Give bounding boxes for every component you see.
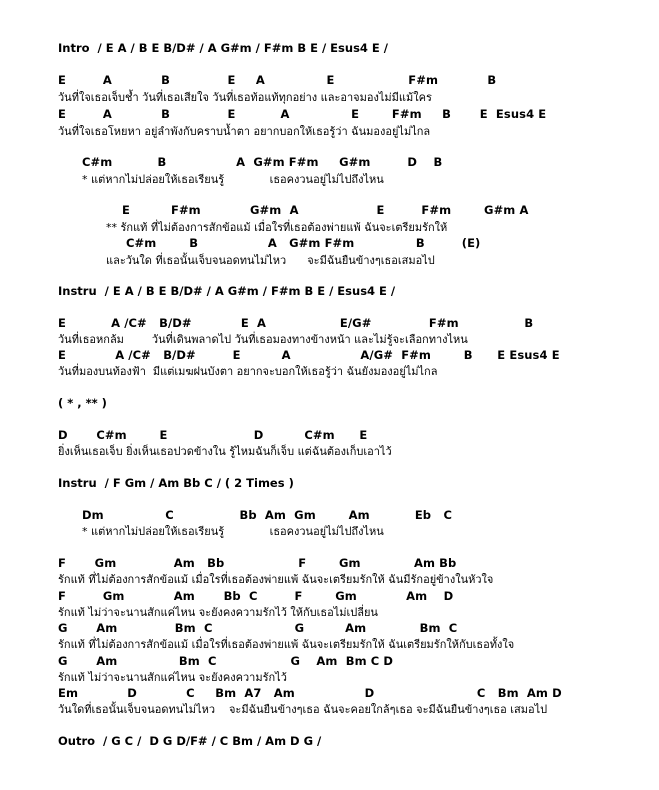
lyric-line: วันที่เธอหกล้ม วันที่เดินพลาดไป วันที่เธอมองทางข้างหน้า และไม่รู้จะเลือกทางไหน	[58, 333, 468, 346]
section-heading: Intro / E A / B E B/D# / A G#m / F#m B E / Esus4 E /	[58, 41, 388, 55]
chord-line: F Gm Am Bb C F Gm Am D	[58, 589, 454, 603]
lyric-line: รักแท้ ไม่ว่าจะนานสักแค่ไหน จะยังคงความรักไว้	[58, 671, 287, 684]
lyric-line: วันใดที่เธอนั้นเจ็บจนอดทนไม่ไหว จะมีฉันยืนข้างๆเธอ ฉันจะคอยใกล้ๆเธอ จะมีฉันยืนข้างๆเธอ เสมอไป	[58, 703, 548, 716]
lyric-line: วันที่ใจเธอเจ็บช้ำ วันที่เธอเสียใจ วันที่เธอท้อแท้ทุกอย่าง และอาจมองไม่มีแม้ใคร	[58, 91, 432, 104]
section-heading: Outro / G C / D G D/F# / C Bm / Am D G /	[58, 734, 322, 748]
section-heading: Instru / F Gm / Am Bb C / ( 2 Times )	[58, 476, 294, 490]
lyric-line: รักแท้ ที่ไม่ต้องการสักข้อแม้ เมื่อใรที่เธอต้องพ่ายแพ้ ฉันจะเตรียมรักให้ ฉันมีรักอยู่ข้างในหัวใจ	[58, 573, 494, 586]
lyric-line: วันที่มองบนท้องฟ้า มีแต่เมฆฝนบังตา อยากจะบอกให้เธอรู้ว่า ฉันยังมองอยู่ไม่ไกล	[58, 365, 438, 378]
lyric-line: * แต่หากไม่ปล่อยให้เธอเรียนรู้ เธอคงวนอยู่ไม่ไปถึงไหน	[82, 173, 384, 186]
lyric-line: * แต่หากไม่ปล่อยให้เธอเรียนรู้ เธอคงวนอยู่ไม่ไปถึงไหน	[82, 525, 384, 538]
lyric-line: ยิ่งเห็นเธอเจ็บ ยิ่งเห็นเธอปวดข้างใน รู้ไหมฉันก็เจ็บ แต่ฉันต้องเก็บเอาไว้	[58, 445, 392, 458]
section-heading: ( * , ** )	[58, 396, 107, 410]
chord-line: E A /C# B/D# E A E/G# F#m B	[58, 316, 534, 330]
lyric-line: วันที่ใจเธอโหยหา อยู่ลำพังกับคราบน้ำตา อยากบอกให้เธอรู้ว่า ฉันมองอยู่ไม่ไกล	[58, 125, 431, 138]
chord-line: Dm C Bb Am Gm Am Eb C	[82, 508, 452, 522]
lyric-line: รักแท้ ไม่ว่าจะนานสักแค่ไหน จะยังคงความรักไว้ ให้กับเธอไม่เปลี่ยน	[58, 606, 378, 619]
chord-line: E A /C# B/D# E A A/G# F#m B E Esus4 E	[58, 348, 560, 362]
chord-line: D C#m E D C#m E	[58, 428, 368, 442]
lyric-line: รักแท้ ที่ไม่ต้องการสักข้อแม้ เมื่อใรที่เธอต้องพ่ายแพ้ ฉันจะเตรียมรักให้ ฉันเตรียมรักให้กับเธอทั้งใจ	[58, 638, 515, 651]
chord-line: E A B E A E F#m B E Esus4 E	[58, 107, 547, 121]
chord-line: E F#m G#m A E F#m G#m A	[122, 203, 529, 217]
chord-line: E A B E A E F#m B	[58, 73, 497, 87]
chord-line: C#m B A G#m F#m B (E)	[126, 236, 481, 250]
chord-line: G Am Bm C G Am Bm C D	[58, 654, 394, 668]
lyric-line: และวันใด ที่เธอนั้นเจ็บจนอดทนไม่ไหว จะมีฉันยืนข้างๆเธอเสมอไป	[106, 254, 435, 267]
chord-line: F Gm Am Bb F Gm Am Bb	[58, 556, 457, 570]
section-heading: Instru / E A / B E B/D# / A G#m / F#m B E / Esus4 E /	[58, 284, 396, 298]
lyric-line: ** รักแท้ ที่ไม่ต้องการสักข้อแม้ เมื่อใรที่เธอต้องพ่ายแพ้ ฉันจะเตรียมรักให้	[106, 221, 448, 234]
chord-line: Em D C Bm A7 Am D C Bm Am D	[58, 686, 562, 700]
chord-line: C#m B A G#m F#m G#m D B	[82, 155, 443, 169]
chord-line: G Am Bm C G Am Bm C	[58, 621, 458, 635]
